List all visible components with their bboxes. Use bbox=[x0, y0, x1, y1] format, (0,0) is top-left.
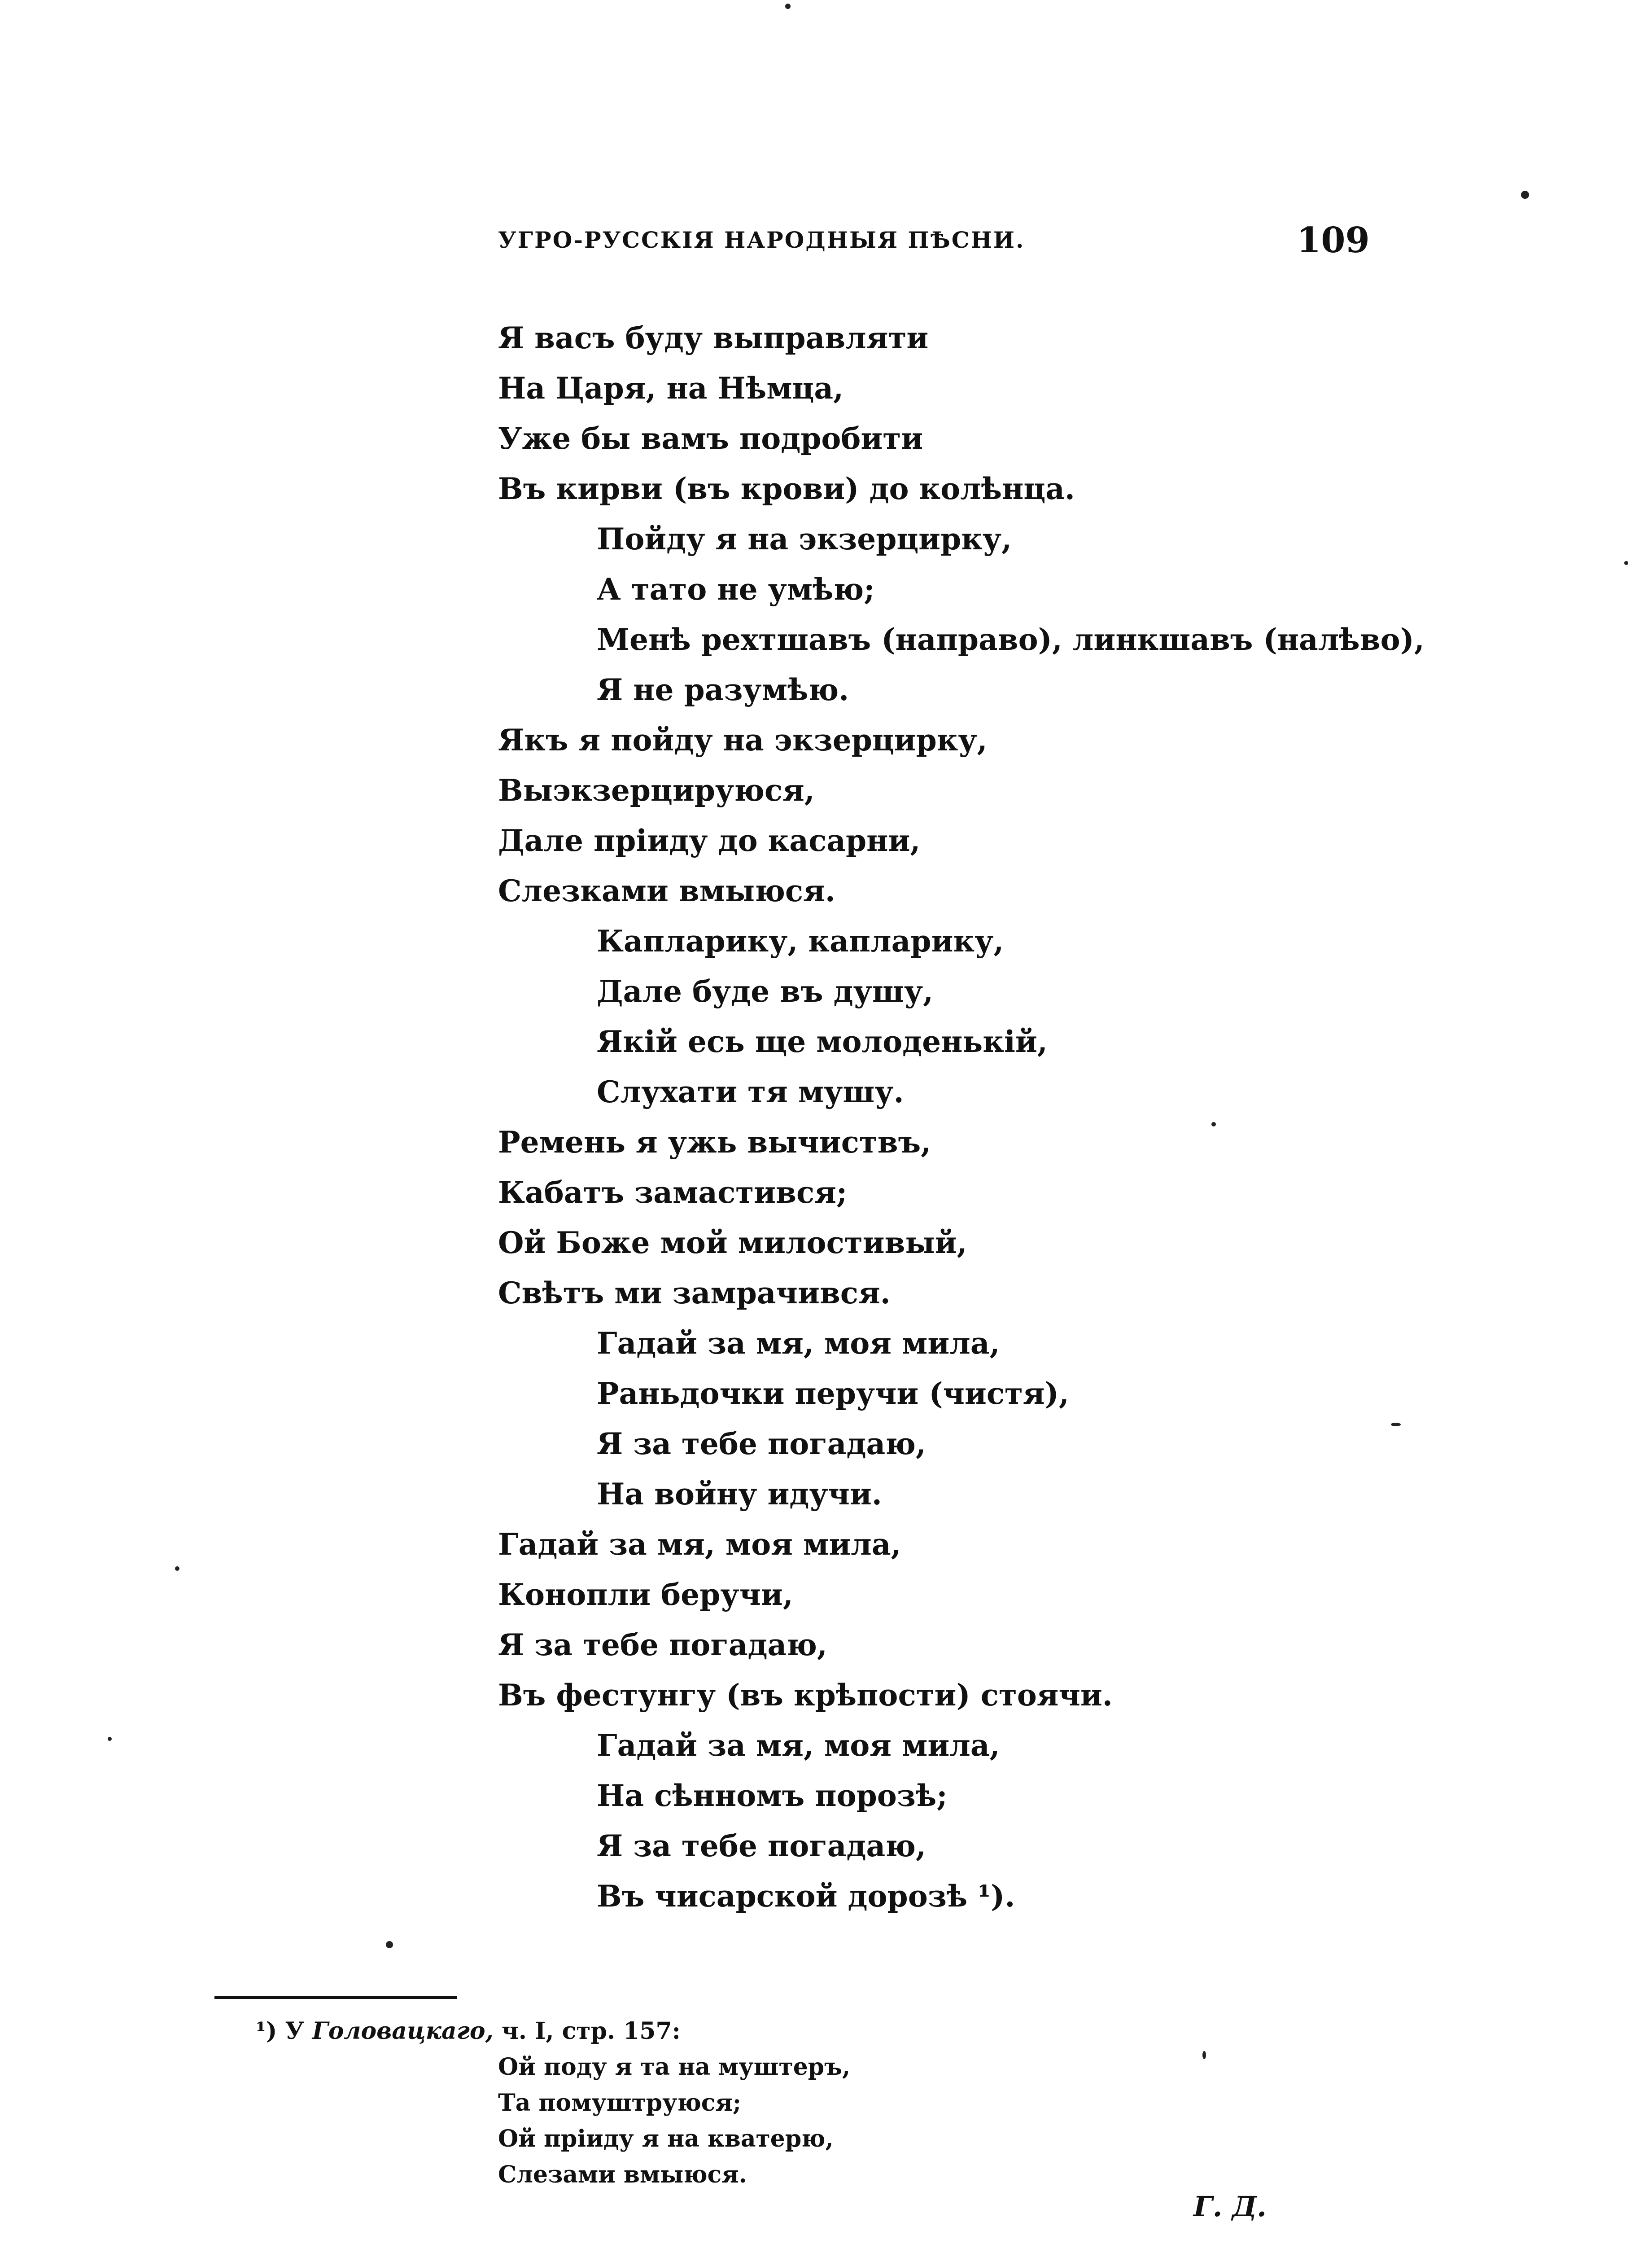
poem-line: Слухати тя мушу. bbox=[597, 1074, 904, 1109]
poem-line: Ремень я ужь вычиствъ, bbox=[498, 1125, 931, 1160]
scan-speck bbox=[175, 1566, 179, 1571]
poem-line: Слезками вмыюся. bbox=[498, 873, 835, 908]
footnote-rule bbox=[214, 1996, 457, 1999]
poem-line: Конопли беручи, bbox=[498, 1577, 793, 1612]
poem-line: Ой Боже мой милостивый, bbox=[498, 1225, 967, 1260]
scan-speck bbox=[386, 1941, 393, 1948]
poem-line: Капларику, капларику, bbox=[597, 924, 1004, 959]
poem-line: Уже бы вамъ подробити bbox=[498, 421, 923, 456]
poem-line: Менѣ рехтшавъ (направо), линкшавъ (налѣво), bbox=[597, 622, 1425, 657]
footnote-ref: ч. I, стр. 157: bbox=[501, 2017, 681, 2045]
poem-line: Я васъ буду выправляти bbox=[498, 320, 929, 355]
footnote-author: Головацкаго, bbox=[312, 2017, 494, 2045]
scan-speck bbox=[1202, 2051, 1206, 2059]
poem-line: На Царя, на Нѣмца, bbox=[498, 371, 844, 406]
scan-speck bbox=[1211, 1122, 1216, 1126]
poem-line: Свѣтъ ми замрачився. bbox=[498, 1275, 891, 1310]
poem-line: Якій есь ще молоденькій, bbox=[597, 1024, 1048, 1059]
scan-speck bbox=[785, 4, 791, 9]
footnote-prefix: У bbox=[285, 2017, 304, 2045]
poem-line: Въ чисарской дорозѣ ¹). bbox=[597, 1879, 1015, 1914]
poem-line: А тато не умѣю; bbox=[597, 572, 875, 607]
signature-initials: Г. Д. bbox=[1193, 2190, 1267, 2223]
poem-line: Дале пріиду до касарни, bbox=[498, 823, 921, 858]
footnote-line: Слезами вмыюся. bbox=[498, 2161, 747, 2188]
scan-speck bbox=[1521, 191, 1529, 199]
poem-line: Въ кирви (въ крови) до колѣнца. bbox=[498, 471, 1075, 506]
poem-line: Кабатъ замастився; bbox=[498, 1175, 848, 1210]
poem-line: Пойду я на экзерцирку, bbox=[597, 522, 1012, 557]
footnote-line: Ой пріиду я на кватерю, bbox=[498, 2125, 834, 2152]
poem-line: Дале буде въ душу, bbox=[597, 974, 934, 1009]
scan-speck bbox=[1624, 561, 1628, 565]
poem-line: Гадай за мя, моя мила, bbox=[597, 1326, 1000, 1361]
poem-line: Я не разумѣю. bbox=[597, 672, 849, 707]
poem-line: Я за тебе погадаю, bbox=[498, 1627, 827, 1662]
footnote-line: Та помуштруюся; bbox=[498, 2089, 742, 2117]
footnote-marker: ¹) bbox=[256, 2017, 277, 2045]
page-number: 109 bbox=[1297, 220, 1370, 261]
poem-line: Я за тебе погадаю, bbox=[597, 1426, 926, 1461]
poem-line: На войну идучи. bbox=[597, 1477, 882, 1512]
scan-speck bbox=[108, 1737, 112, 1741]
footnote-citation bbox=[256, 2017, 681, 2045]
poem-line: На сѣнномъ порозѣ; bbox=[597, 1778, 948, 1813]
poem-line: Гадай за мя, моя мила, bbox=[597, 1728, 1000, 1763]
running-title: УГРО-РУССКІЯ НАРОДНЫЯ ПѢСНИ. bbox=[498, 227, 1025, 253]
scan-speck bbox=[1391, 1423, 1401, 1426]
poem-line: Якъ я пойду на экзерцирку, bbox=[498, 723, 988, 758]
poem-line: Я за тебе погадаю, bbox=[597, 1828, 926, 1863]
poem-line: Въ фестунгу (въ крѣпости) стоячи. bbox=[498, 1678, 1113, 1713]
poem-line: Выэкзерцируюся, bbox=[498, 773, 815, 808]
poem-line: Раньдочки перучи (чистя), bbox=[597, 1376, 1069, 1411]
footnote-line: Ой поду я та на муштеръ, bbox=[498, 2053, 851, 2081]
poem-line: Гадай за мя, моя мила, bbox=[498, 1527, 901, 1562]
